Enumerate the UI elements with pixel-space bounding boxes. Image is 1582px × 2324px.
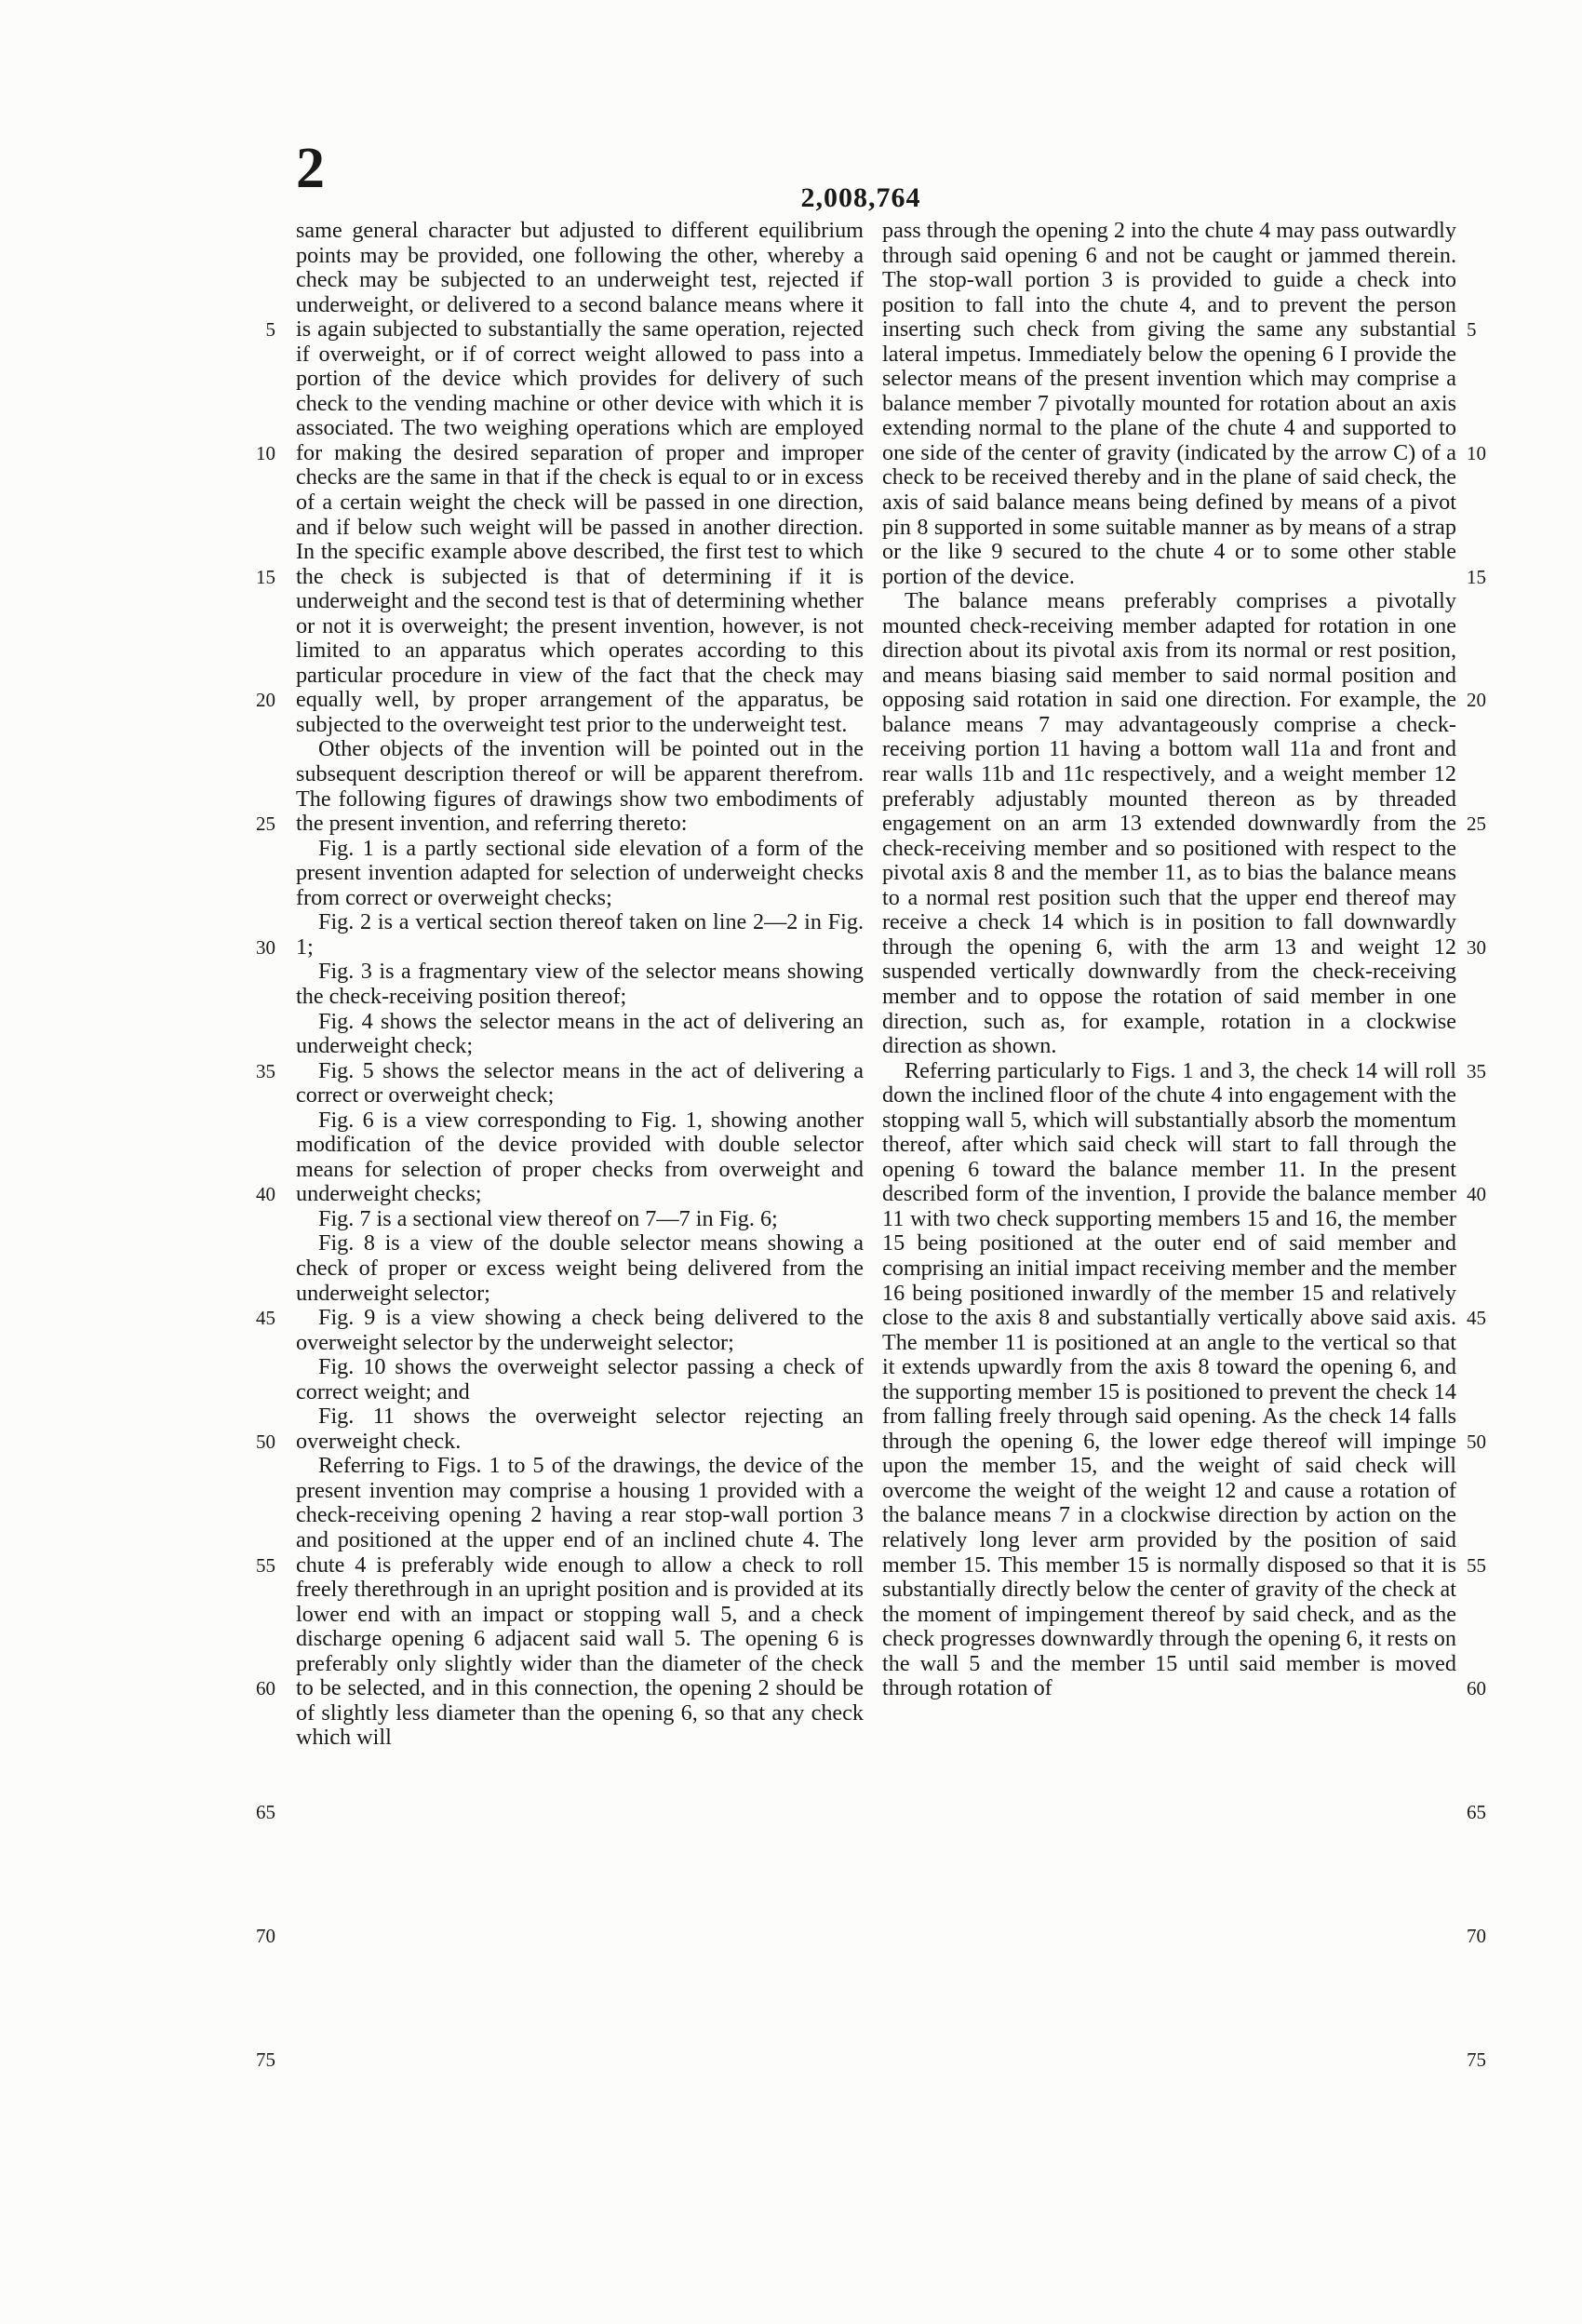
paragraph: Referring to Figs. 1 to 5 of the drawings, the device of the present invention may comprise a housing 1 provided with a check-receiving opening 2 having a rear stop-wall portion 3 and positioned at the upper end of an inclined chute 4. The chute 4 is preferably wide enough to allow a check to roll freely therethrough in an upright position and is provided at its lower end with an impact or stopping wall 5, and a check discharge opening 6 adjacent said wall 5. The opening 6 is preferably only slightly wider than the diameter of the check to be selected, and in this connection, the opening 2 should be of slightly less diameter than the opening 6, so that any check which will (296, 1453, 864, 1751)
paragraph: Fig. 9 is a view showing a check being delivered to the overweight selector by the underweight selector; (296, 1305, 864, 1355)
line-number: 45 (1467, 1307, 1486, 1330)
line-number: 35 (256, 1059, 275, 1082)
patent-number: 2,008,764 (800, 182, 921, 213)
page-number: 2 (296, 137, 326, 200)
left-text-column (296, 219, 864, 2164)
line-number: 15 (256, 565, 275, 588)
line-number: 25 (256, 813, 275, 836)
paragraph: pass through the opening 2 into the chute 4 may pass outwardly through said opening 6 and not be caught or jammed therein. The stop-wall portion 3 is provided to guide a check into position to fall into the chute 4, and to prevent the person inserting such check from giving the same any substantial lateral impetus. Immediately below the opening 6 I provide the selector means of the present invention which may comprise a balance member 7 pivotally mounted for rotation about an axis extending normal to the plane of the chute 4 and supported to one side of the center of gravity (indicated by the arrow C) of a check to be received thereby and in the plane of said check, the axis of said balance means being defined by means of a pivot pin 8 supported in some suitable manner as by means of a strap or the like 9 secured to the chute 4 or to some other stable portion of the device. (882, 219, 1456, 589)
paragraph: Fig. 2 is a vertical section thereof taken on line 2—2 in Fig. 1; (296, 909, 864, 960)
line-number: 60 (256, 1677, 275, 1700)
line-number: 10 (1467, 441, 1486, 464)
paragraph: Fig. 8 is a view of the double selector means showing a check of proper or excess weight being delivered from the underweight selector; (296, 1230, 864, 1306)
paragraph: Fig. 5 shows the selector means in the act of delivering a correct or overweight check; (296, 1057, 864, 1108)
paragraph: The balance means preferably comprises a pivotally mounted check-receiving member adapted for rotation in one direction about its pivotal axis from its normal or rest position, and means biasing said member to said normal position and opposing said rotation in said one direction. For example, the balance means 7 may advantageously comprise a check-receiving portion 11 having a bottom wall 11a and front and rear walls 11b and 11c respectively, and a weight member 12 preferably adjustably mounted thereon as by threaded engagement on an arm 13 extended downwardly from the check-receiving member and so positioned with respect to the pivotal axis 8 and the member 11, as to bias the balance means to a normal rest position such that the upper end thereof may receive a check 14 which is in position to fall downwardly through the opening 6, with the arm 13 and weight 12 suspended vertically downwardly from the check-receiving member and to oppose the rotation of said member in one direction, such as, for example, rotation in a clockwise direction as shown. (882, 588, 1456, 1059)
line-number: 60 (1467, 1677, 1486, 1700)
line-number: 45 (256, 1307, 275, 1330)
paragraph: Fig. 7 is a sectional view thereof on 7—7 in Fig. 6; (318, 1205, 778, 1231)
line-number: 50 (256, 1430, 275, 1453)
line-number: 70 (1467, 1924, 1486, 1947)
paragraph: same general character but adjusted to different equilibrium points may be provided, one following the other, whereby a check may be subjected to an underweight test, rejected if underweight, or delivered to a second balance means where it is again subjected to substantially the same operation, rejected if overweight, or if of correct weight allowed to pass into a portion of the device which provides for delivery of such check to the vending machine or other device with which it is associated. The two weighing operations which are employed for making the desired separation of proper and improper checks are the same in that if the check is equal to or in excess of a certain weight the check will be passed in one direction, and if below such weight will be passed in another direction. In the specific example above described, the first test to which the check is subjected is that of determining if it is underweight and the second test is that of determining whether or not it is overweight; the present invention, however, is not limited to an apparatus which operates according to this particular procedure in view of the fact that the check may equally well, by proper arrangement of the apparatus, be subjected to the overweight test prior to the underweight test. (296, 219, 864, 737)
line-number: 20 (256, 689, 275, 712)
line-number: 40 (1467, 1183, 1486, 1206)
line-number: 50 (1467, 1430, 1486, 1453)
paragraph: Fig. 4 shows the selector means in the act of delivering an underweight check; (296, 1008, 864, 1059)
line-number: 5 (265, 318, 275, 342)
paragraph: Fig. 6 is a view corresponding to Fig. 1, showing another modification of the device provided with double selector means for selection of proper checks from overweight and underweight checks; (296, 1107, 864, 1207)
paragraph: Fig. 1 is a partly sectional side elevation of a form of the present invention adapted for selection of underweight checks from correct or overweight checks; (296, 835, 864, 910)
line-number: 30 (1467, 935, 1486, 959)
left-line-numbers (244, 219, 275, 2164)
line-number: 55 (256, 1553, 275, 1577)
line-number: 75 (256, 2048, 275, 2071)
paragraph: Other objects of the invention will be pointed out in the subsequent description thereof or will be apparent therefrom. The following figures of drawings show two embodiments of the present invention, and referring thereto: (296, 736, 864, 837)
line-number: 25 (1467, 813, 1486, 836)
line-number: 30 (256, 935, 275, 959)
line-number: 55 (1467, 1553, 1486, 1577)
line-number: 70 (256, 1924, 275, 1947)
line-number: 5 (1467, 318, 1477, 342)
paragraph: Fig. 11 shows the overweight selector rejecting an overweight check. (296, 1404, 864, 1454)
line-number: 65 (256, 1801, 275, 1824)
line-number: 65 (1467, 1801, 1486, 1824)
line-number: 20 (1467, 689, 1486, 712)
paragraph: Fig. 10 shows the overweight selector passing a check of correct weight; and (296, 1354, 864, 1404)
paragraph: Referring particularly to Figs. 1 and 3, the check 14 will roll down the inclined floor of the chute 4 into engagement with the stopping wall 5, which will substantially absorb the momentum thereof, after which said check will start to fall through the opening 6 toward the balance member 11. In the present described form of the invention, I provide the balance member 11 with two check supporting members 15 and 16, the member 15 being positioned at the outer end of said member and comprising an initial impact receiving member and the member 16 being positioned inwardly of the member 15 and relatively close to the axis 8 and substantially vertically above said axis. The member 11 is positioned at an angle to the vertical so that it extends upwardly from the axis 8 toward the opening 6, and the supporting member 15 is positioned to prevent the check 14 from falling freely through said opening. As the check 14 falls through the opening 6, the lower edge thereof will impinge upon the member 15, and the weight of said check will overcome the weight of the weight 12 and cause a rotation of the balance means 7 in a clockwise direction by action on the relatively long lever arm provided by the position of said member 15. This member 15 is normally disposed so that it is substantially directly below the center of gravity of the check at the moment of impingement thereof by said check, and as the check progresses downwardly through the opening 6, it rests on the wall 5 and the member 15 until said member is moved through rotation of (882, 1057, 1456, 1701)
right-line-numbers (1467, 219, 1498, 2164)
right-text-column (882, 219, 1456, 2164)
line-number: 15 (1467, 565, 1486, 588)
line-number: 75 (1467, 2048, 1486, 2071)
line-number: 10 (256, 441, 275, 464)
line-number: 40 (256, 1183, 275, 1206)
paragraph: Fig. 3 is a fragmentary view of the selector means showing the check-receiving position thereof; (296, 959, 864, 1009)
line-number: 35 (1467, 1059, 1486, 1082)
